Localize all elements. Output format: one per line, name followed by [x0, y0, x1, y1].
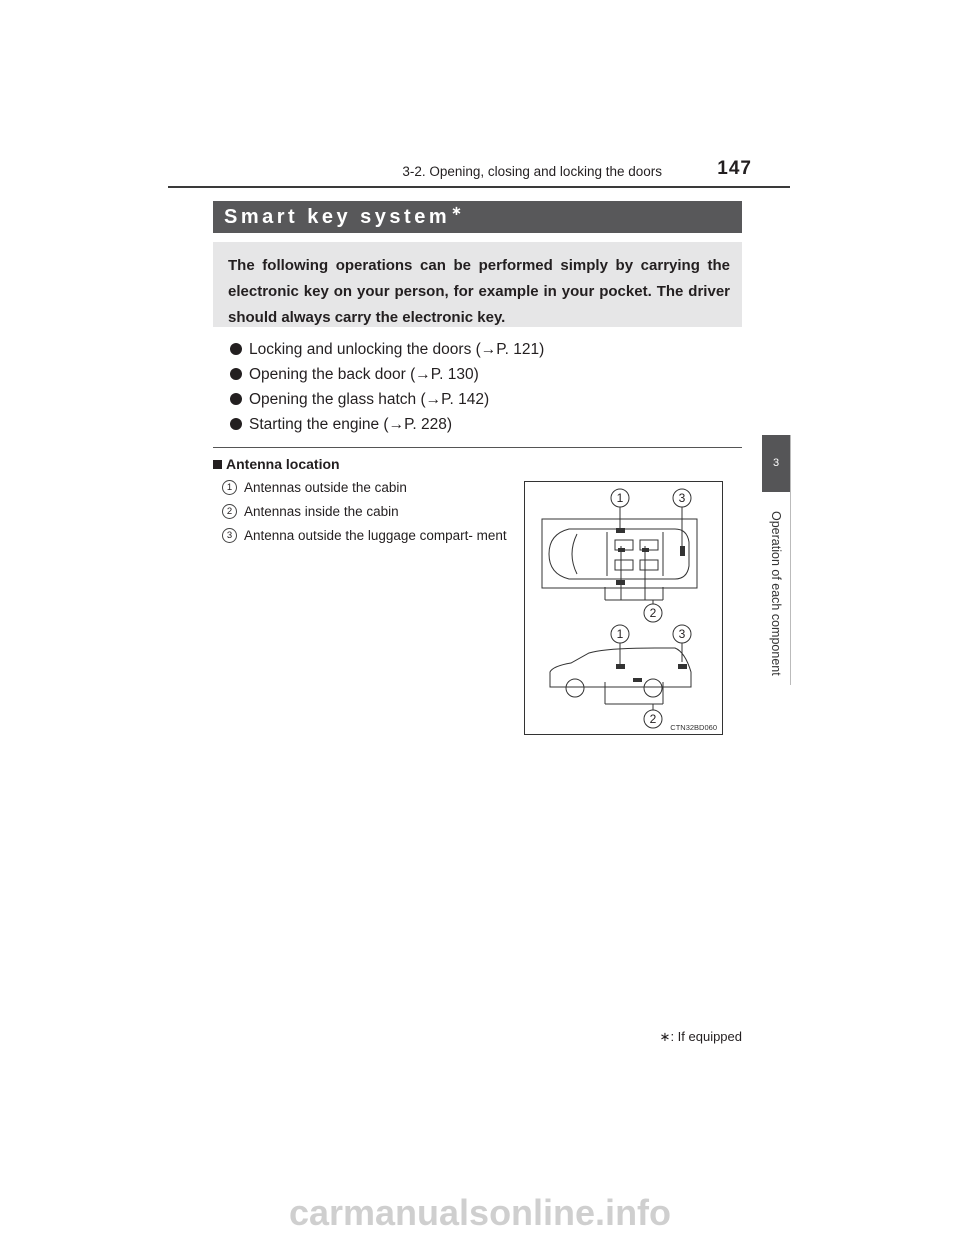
equipment-marker: ∗: [451, 203, 463, 218]
chapter-tab[interactable]: 3: [762, 435, 790, 492]
footnote: ∗: If equipped: [659, 1029, 742, 1044]
number-circle-icon: 3: [222, 528, 237, 543]
antenna-diagram: [525, 482, 722, 734]
callout-label: 1: [616, 491, 624, 505]
number-circle-icon: 1: [222, 480, 237, 495]
antenna-heading: [213, 456, 340, 472]
rear-wheel-icon: [644, 679, 662, 697]
legend-item: [222, 502, 512, 521]
watermark-text: carmanualsonline.info: [288, 1192, 672, 1233]
bullet-dot-icon: [230, 343, 242, 355]
page-title: [224, 201, 462, 233]
intro-text: The following operations can be performed simply by carrying the electronic key on your person, for example in your pocket. The driver should always carry the electronic key.: [228, 257, 730, 326]
bullet-item: [230, 416, 452, 434]
section-title: 3-2. Opening, closing and locking the doors: [402, 164, 662, 179]
bullet-dot-icon: [230, 393, 242, 405]
callout-label: 3: [678, 627, 686, 641]
bullet-item: [230, 391, 489, 409]
callout-label: 1: [616, 627, 624, 641]
legend-text: Antennas outside the cabin: [244, 480, 407, 495]
legend-item: [222, 478, 512, 497]
section-divider: [213, 447, 742, 448]
bullet-text[interactable]: Starting the engine (→P. 228): [249, 416, 453, 433]
square-bullet-icon: [213, 460, 222, 469]
header-divider: [168, 186, 790, 188]
bullet-text[interactable]: Opening the glass hatch (→P. 142): [249, 391, 490, 408]
page-number: 147: [717, 158, 752, 179]
callout-label: 2: [649, 606, 657, 620]
page-title-text: Smart key system: [224, 206, 451, 228]
figure-code: CTN32BD060: [670, 723, 717, 732]
antenna-figure: [524, 481, 723, 735]
legend-text: Antennas inside the cabin: [244, 504, 399, 519]
callout-label: 2: [649, 712, 657, 726]
legend-text: Antenna outside the luggage compart- ment: [244, 528, 507, 543]
bullet-item: [230, 341, 544, 359]
number-circle-icon: 2: [222, 504, 237, 519]
chapter-title-vertical: [757, 496, 795, 691]
bullet-dot-icon: [230, 418, 242, 430]
legend-item: [222, 526, 512, 545]
bullet-item: [230, 366, 479, 384]
antenna-heading-text: Antenna location: [226, 456, 340, 472]
top-view-car-body: [549, 529, 689, 579]
bullet-text[interactable]: Opening the back door (→P. 130): [249, 366, 479, 383]
callout-label: 3: [678, 491, 686, 505]
front-wheel-icon: [566, 679, 584, 697]
bullet-dot-icon: [230, 368, 242, 380]
chapter-title-text: Operation of each component: [769, 511, 783, 676]
bullet-text[interactable]: Locking and unlocking the doors (→P. 121): [249, 341, 545, 358]
